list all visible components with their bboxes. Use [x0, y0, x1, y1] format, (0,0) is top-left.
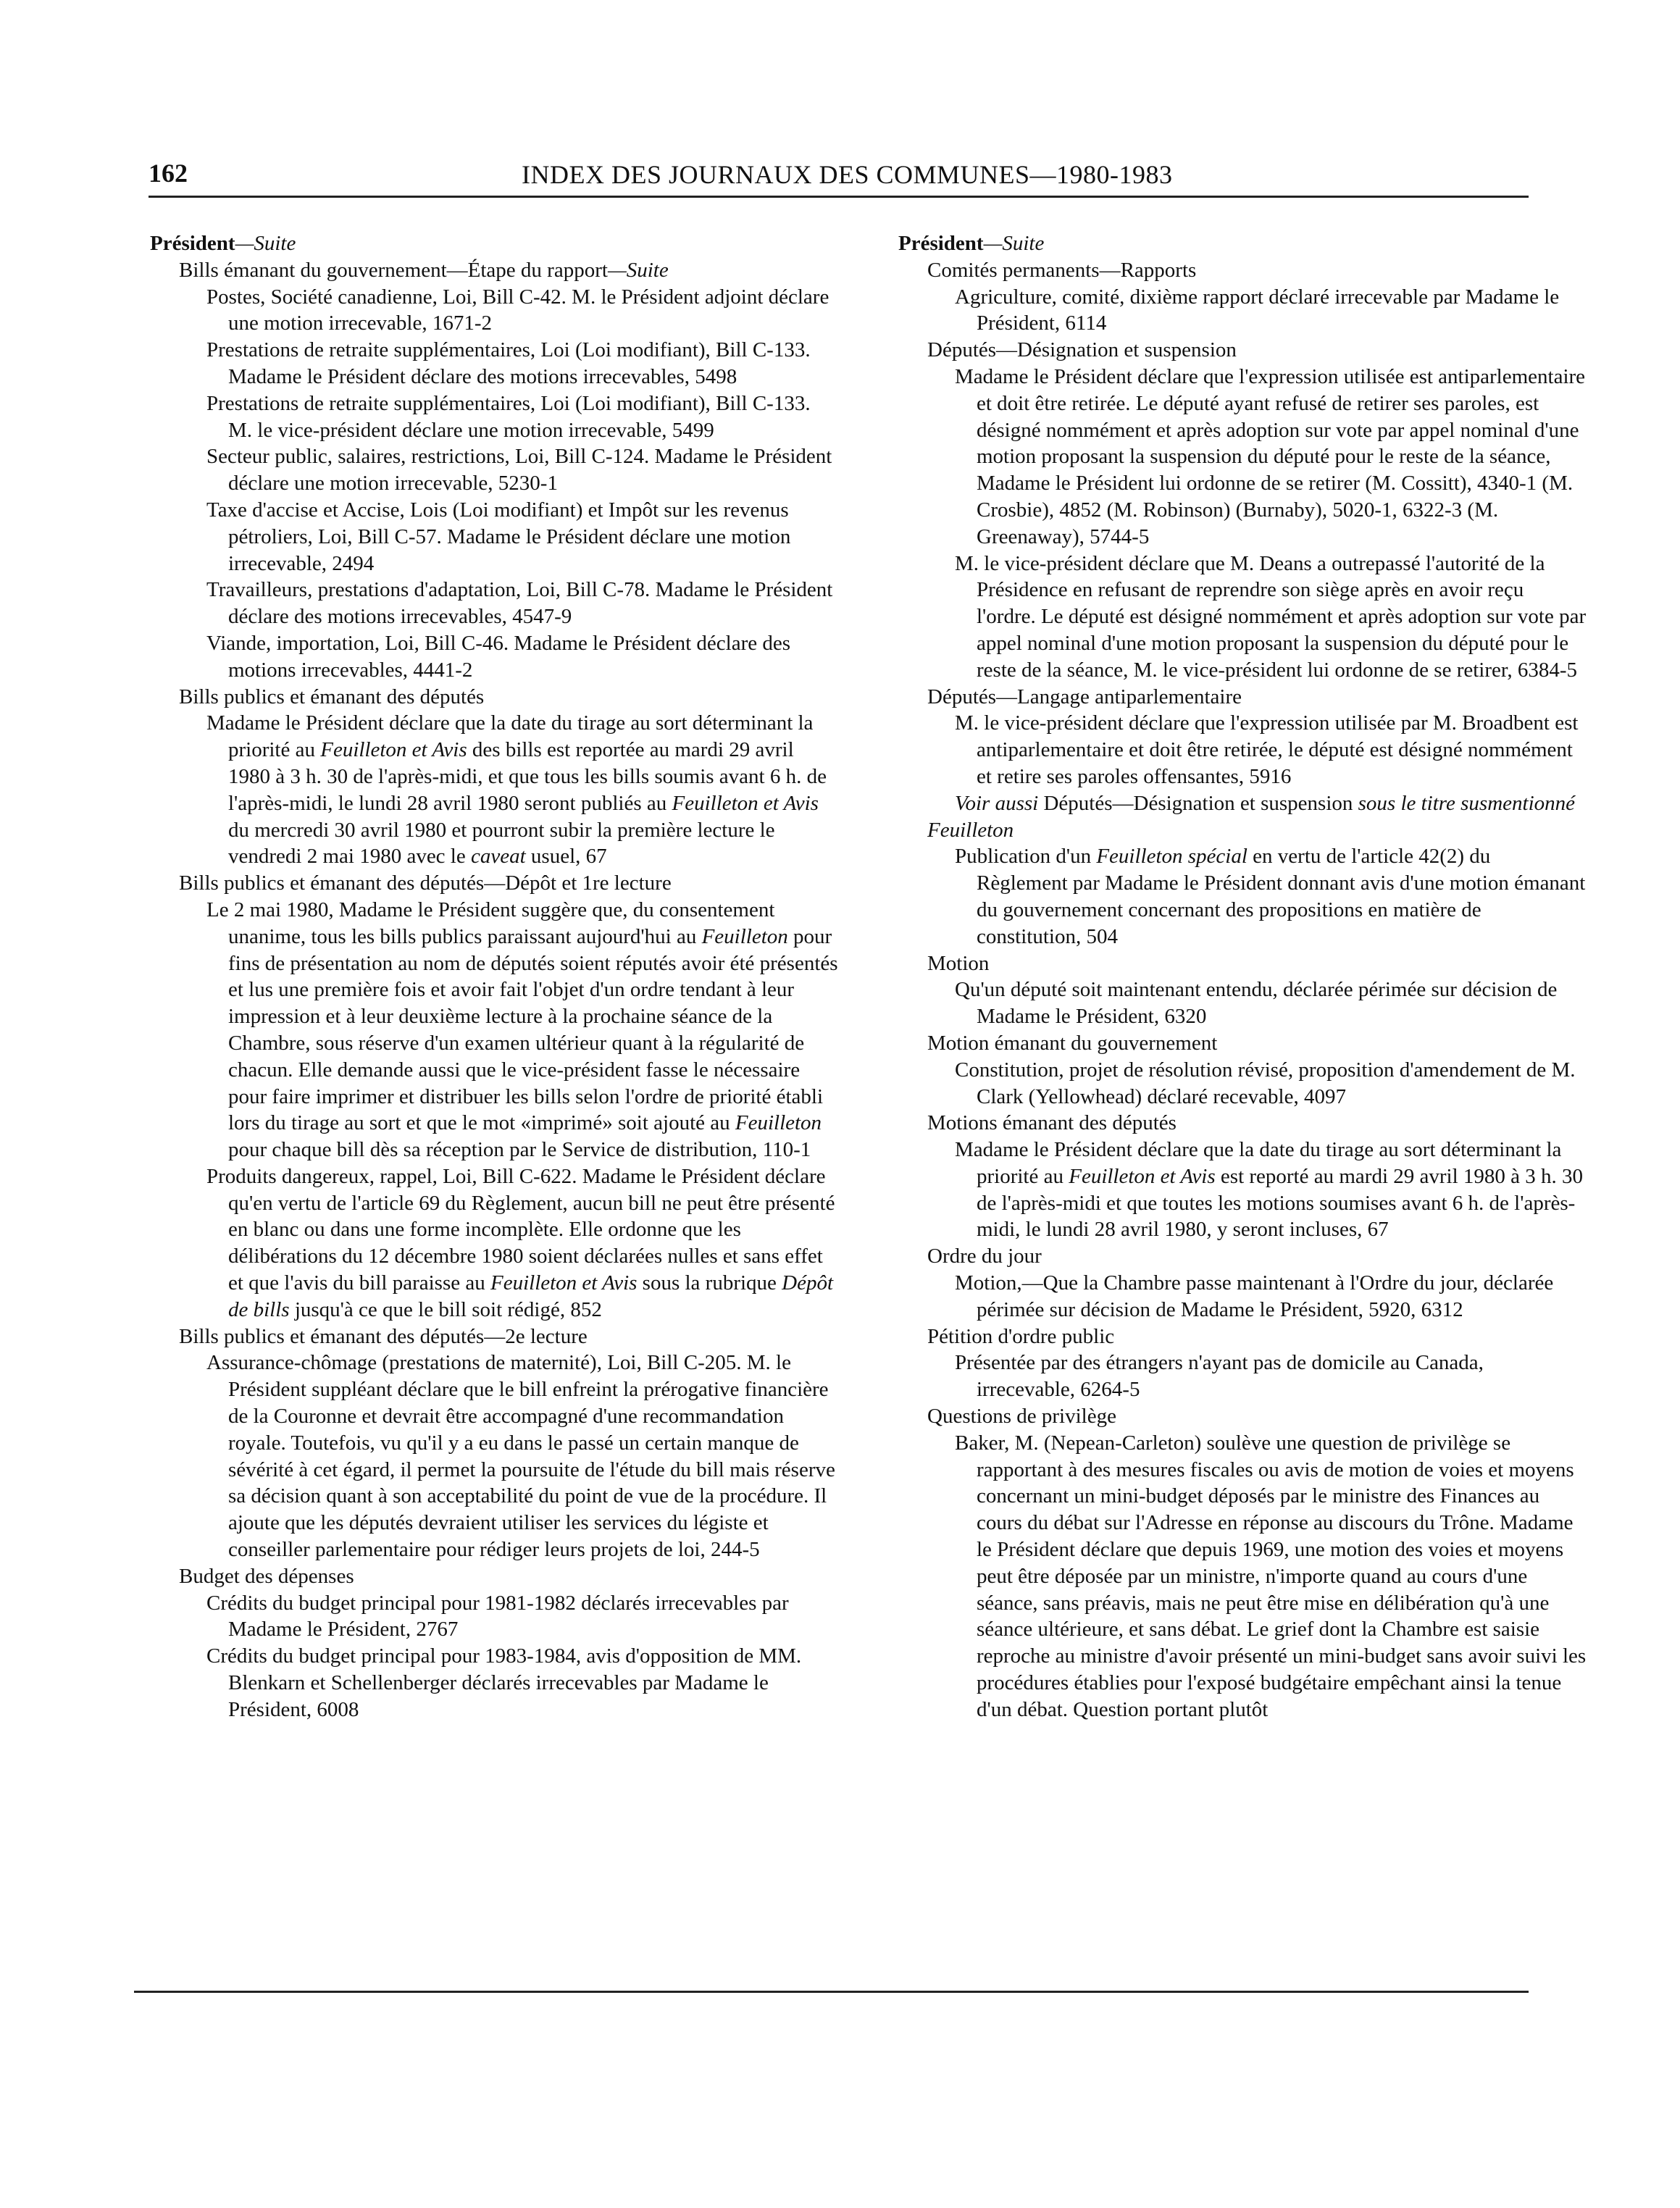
entry-text: sous la rubrique: [637, 1271, 782, 1295]
entry-text: Madame le Président déclare que l'expression utilisée est antiparlementaire et doit être retirée. Le député ayant refusé de retirer ses paroles, est désigné nommément et après adoption sur vote par appel nominal d'une motion proposant la suspension du député pour le reste de la séance, Madame le Président lui ordonne de se retirer (M. Cossitt), 4340-1 (M. Crosbie), 4852 (M. Robinson) (Burnaby), 5020-1, 6322-3 (M. Greenaway), 5744-5: [955, 364, 1586, 548]
entry-text: des bills est reportée au mardi 29 avril 1980 à 3 h. 30 de l'après-midi, et que tous les bills soumis avant 6 h. de l'après-midi, le lundi 28 avril 1980 seront publiés au: [228, 738, 827, 815]
entry-text: Comités permanents—Rapports: [927, 258, 1197, 282]
entry-text: Produits dangereux, rappel, Loi, Bill C-622. Madame le Président déclare qu'en vertu de l'article 69 du Règlement, aucun bill ne peut être présenté en blanc ou dans une forme incomplète. Elle ordonne que les délibérations du 12 décembre 1980 soient déclarées nulles et sans effet et que l'avis du bill paraisse au: [206, 1164, 835, 1295]
index-subheading: [150, 870, 838, 897]
entry-text: Voir aussi: [955, 791, 1039, 815]
entry-text: Feuilleton: [927, 818, 1014, 842]
index-entry: [150, 284, 838, 338]
index-entry: [150, 1163, 838, 1323]
entry-text: Crédits du budget principal pour 1981-1982 déclarés irrecevables par Madame le Président, 2767: [206, 1591, 789, 1642]
page-number: 162: [149, 159, 188, 188]
index-entry: [898, 551, 1587, 684]
index-subheading: [150, 1563, 838, 1590]
entry-text: Motion émanant du gouvernement: [927, 1031, 1218, 1055]
index-entry: [150, 1350, 838, 1563]
entry-text: Viande, importation, Loi, Bill C-46. Madame le Président déclare des motions irrecevables, 4441-2: [206, 631, 791, 682]
entry-text: Baker, M. (Nepean-Carleton) soulève une question de privilège se rapportant à des mesures fiscales ou avis de motion de voies et moyens concernant un mini-budget déposés par le ministre des Finances au cours du débat sur l'Adresse en réponse au discours du Trône. Madame le Président déclare que depuis 1969, une motion des voies et moyens peut être déposée par un ministre, n'importe quand au cours d'une séance, sans préavis, mais ne peut être mise en délibération qu'à une séance ultérieure, et sans débat. Le grief dont la Chambre est saisie reproche au ministre d'avoir présenté un mini-budget sans avoir suivi les procédures établies pour l'exposé budgétaire empêchant ainsi la tenue d'un débat. Question portant plutôt: [955, 1431, 1587, 1721]
entry-text: est reporté au mardi 29 avril 1980 à 3 h. 30 de l'après-midi et que toutes les motions soumises avant 6 h. de l'après-midi, le lundi 28 avril 1980, y seront incluses, 67: [977, 1164, 1584, 1242]
entry-text: Bills publics et émanant des députés—2e lecture: [179, 1324, 588, 1348]
entry-text: Dépôt de bills: [228, 1271, 834, 1321]
entry-text: Président: [150, 232, 235, 255]
suite-label: —Suite: [607, 258, 669, 282]
index-entry: [150, 897, 838, 1163]
entry-text: Motion,—Que la Chambre passe maintenant à l'Ordre du jour, déclarée périmée sur décision de Madame le Président, 5920, 6312: [955, 1271, 1554, 1321]
index-entry: [898, 1350, 1587, 1403]
entry-text: Députés—Désignation et suspension: [927, 338, 1237, 362]
entry-text: Le 2 mai 1980, Madame le Président suggère que, du consentement unanime, tous les bills publics paraissant aujourd'hui au: [206, 898, 775, 948]
index-subheading: [898, 817, 1587, 844]
entry-text: Travailleurs, prestations d'adaptation, Loi, Bill C-78. Madame le Président déclare des motions irrecevables, 4547-9: [206, 578, 833, 629]
suite-label: —Suite: [983, 232, 1045, 255]
entry-text: Feuilleton: [701, 924, 788, 948]
index-entry: [150, 577, 838, 630]
index-heading: [898, 230, 1587, 257]
index-entry: [150, 1643, 838, 1723]
index-subheading: [898, 1403, 1587, 1430]
index-entry: [898, 710, 1587, 790]
index-subheading: [898, 1110, 1587, 1137]
entry-text: Publication d'un: [955, 845, 1097, 869]
index-heading: [150, 230, 838, 257]
entry-text: du mercredi 30 avril 1980 et pourront subir la première lecture le vendredi 2 mai 1980 avec le: [228, 818, 775, 869]
entry-text: Madame le Président déclare que la date du tirage au sort déterminant la priorité au: [955, 1138, 1562, 1188]
entry-text: Prestations de retraite supplémentaires, Loi (Loi modifiant), Bill C-133. M. le vice-président déclare une motion irrecevable, 5499: [206, 391, 811, 442]
index-entry: [150, 710, 838, 870]
entry-text: Madame le Président déclare que la date du tirage au sort déterminant la priorité au: [206, 711, 814, 762]
index-subheading: [898, 684, 1587, 711]
entry-text: sous le titre susmentionné: [1358, 791, 1575, 815]
entry-text: Bills publics et émanant des députés: [179, 685, 485, 708]
index-subheading: [898, 337, 1587, 364]
entry-text: Députés—Désignation et suspension: [1038, 791, 1358, 815]
entry-text: Feuilleton spécial: [1096, 845, 1248, 869]
entry-text: en vertu de l'article 42(2) du Règlement par Madame le Président donnant avis d'une motion émanant du gouvernement concernant des propositions en matière de constitution, 504: [977, 845, 1586, 948]
entry-text: Feuilleton: [735, 1111, 822, 1135]
left-column: [150, 230, 838, 1723]
index-entry: [150, 630, 838, 684]
entry-text: Agriculture, comité, dixième rapport déclaré irrecevable par Madame le Président, 6114: [955, 285, 1560, 335]
entry-text: Ordre du jour: [927, 1245, 1042, 1268]
index-subheading: [898, 1323, 1587, 1350]
entry-text: Députés—Langage antiparlementaire: [927, 685, 1242, 708]
index-entry: [150, 390, 838, 444]
entry-text: Budget des dépenses: [179, 1564, 354, 1588]
entry-text: Feuilleton et Avis: [1069, 1164, 1216, 1188]
footer-rule: [134, 1991, 1529, 1993]
index-entry: [150, 337, 838, 390]
entry-text: Pétition d'ordre public: [927, 1324, 1115, 1348]
entry-text: Président: [898, 232, 984, 255]
index-subheading: [898, 1243, 1587, 1270]
index-subheading: [898, 1030, 1587, 1057]
entry-text: Taxe d'accise et Accise, Lois (Loi modifiant) et Impôt sur les revenus pétroliers, Loi, Bill C-57. Madame le Président déclare une motion irrecevable, 2494: [206, 498, 791, 575]
index-entry: [898, 1430, 1587, 1723]
entry-text: pour fins de présentation au nom de députés soient réputés avoir été présentés et lus une première fois et avoir fait l'objet d'un ordre tendant à leur impression et à leur deuxième lecture à la prochaine séance de la Chambre, sous réserve d'un examen ultérieur quant à la régularité de chacun. Elle demande aussi que le vice-président fasse le nécessaire pour faire imprimer et distribuer les bills selon l'ordre de priorité établi lors du tirage au sort et que le mot «imprimé» soit ajouté au: [228, 924, 838, 1135]
entry-text: Secteur public, salaires, restrictions, Loi, Bill C-124. Madame le Président déclare une motion irrecevable, 5230-1: [206, 445, 832, 495]
entry-text: Présentée par des étrangers n'ayant pas de domicile au Canada, irrecevable, 6264-5: [955, 1351, 1484, 1402]
entry-text: Constitution, projet de résolution révisé, proposition d'amendement de M. Clark (Yellowhead) déclaré recevable, 4097: [955, 1058, 1576, 1108]
index-subheading: [150, 684, 838, 711]
entry-text: M. le vice-président déclare que M. Deans a outrepassé l'autorité de la Présidence en refusant de reprendre son siège après en avoir reçu l'ordre. Le député est désigné nommément et après adoption sur vote par appel nominal d'une motion proposant la suspension du député pour le reste de la séance, M. le vice-président lui ordonne de se retirer, 6384-5: [955, 551, 1587, 682]
entry-text: Bills publics et émanant des députés—Dépôt et 1re lecture: [179, 871, 672, 895]
entry-text: caveat: [471, 845, 526, 869]
entry-text: Postes, Société canadienne, Loi, Bill C-42. M. le Président adjoint déclare une motion irrecevable, 1671-2: [206, 285, 829, 335]
index-entry: [898, 364, 1587, 551]
entry-text: jusqu'à ce que le bill soit rédigé, 852: [289, 1297, 602, 1321]
index-subheading: [898, 257, 1587, 284]
entry-text: Qu'un député soit maintenant entendu, déclarée périmée sur décision de Madame le Président, 6320: [955, 978, 1558, 1029]
entry-text: Feuilleton et Avis: [672, 791, 819, 815]
index-entry: [898, 284, 1587, 338]
index-subheading: [150, 257, 838, 284]
index-subheading: [898, 950, 1587, 977]
entry-text: Assurance-chômage (prestations de maternité), Loi, Bill C-205. M. le Président suppléant déclare que le bill enfreint la prérogative financière de la Couronne et devrait être accompagné d'une recommandation royale. Toutefois, vu qu'il y a eu dans le passé un certain manque de sévérité à cet égard, il permet la poursuite de l'étude du bill mais réserve sa décision quant à son acceptabilité du point de vue de la procédure. Il ajoute que les députés devraient utiliser les services du légiste et conseiller parlementaire pour rédiger leurs projets de loi, 244-5: [206, 1351, 835, 1562]
entry-text: Feuilleton et Avis: [490, 1271, 638, 1295]
running-title: INDEX DES JOURNAUX DES COMMUNES—1980-1983: [522, 160, 1173, 189]
index-entry: [150, 443, 838, 497]
index-entry: [898, 1270, 1587, 1323]
entry-text: M. le vice-président déclare que l'expression utilisée par M. Broadbent est antiparlementaire et doit être retirée, le député est désigné nommément et retire ses paroles offensantes, 5916: [955, 711, 1579, 788]
index-entry: [898, 790, 1587, 817]
index-entry: [898, 843, 1587, 950]
entry-text: Prestations de retraite supplémentaires, Loi (Loi modifiant), Bill C-133. Madame le Président déclare des motions irrecevables, 5498: [206, 338, 811, 388]
entry-text: Motion: [927, 951, 990, 975]
right-column: [898, 230, 1587, 1723]
index-subheading: [150, 1323, 838, 1350]
entry-text: Questions de privilège: [927, 1405, 1116, 1429]
entry-text: Motions émanant des députés: [927, 1111, 1177, 1135]
entry-text: Crédits du budget principal pour 1983-1984, avis d'opposition de MM. Blenkarn et Schellenberger déclarés irrecevables par Madame le Président, 6008: [206, 1644, 802, 1721]
index-entry: [150, 1590, 838, 1644]
entry-text: Bills émanant du gouvernement—Étape du rapport: [179, 258, 608, 282]
index-entry: [898, 1057, 1587, 1111]
index-entry: [898, 977, 1587, 1030]
header-rule: [149, 196, 1529, 198]
entry-text: usuel, 67: [525, 845, 607, 869]
index-entry: [898, 1137, 1587, 1243]
index-entry: [150, 497, 838, 577]
suite-label: —Suite: [235, 232, 296, 255]
entry-text: pour chaque bill dès sa réception par le Service de distribution, 110-1: [228, 1138, 811, 1162]
entry-text: Feuilleton et Avis: [320, 738, 467, 762]
